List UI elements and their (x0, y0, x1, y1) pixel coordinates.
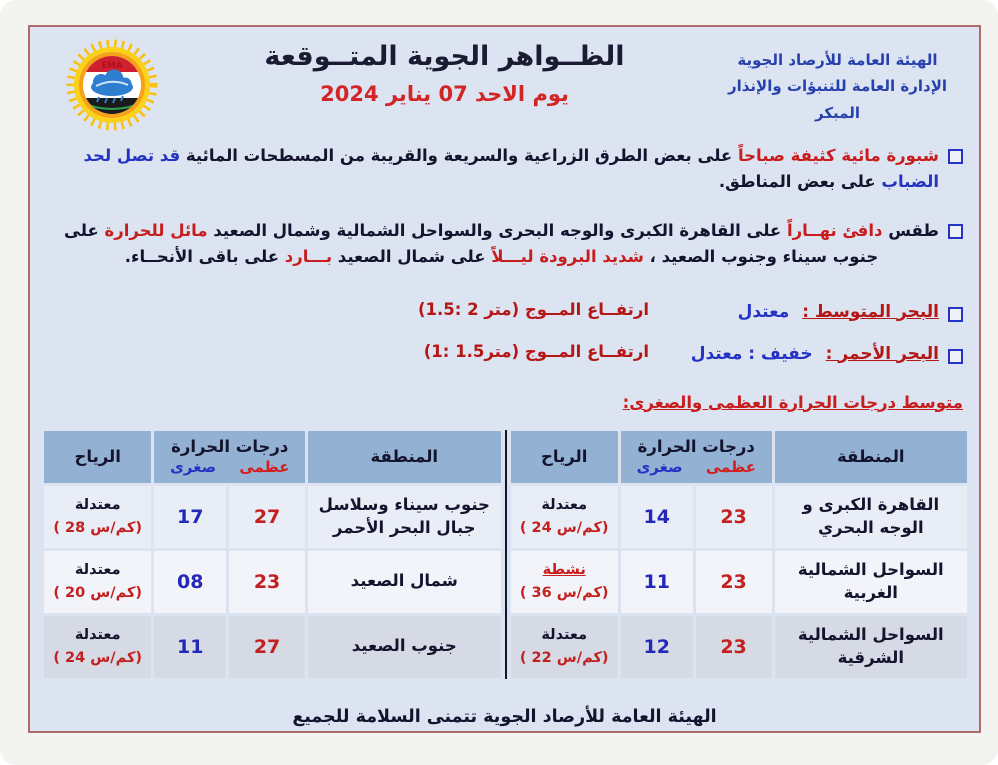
max-temp-cell: 27 (229, 486, 305, 548)
fog-warning-note: قد تصل لحد الضباب (83, 146, 939, 192)
bulletin-header (30, 27, 979, 133)
col-header-max: عظمى (239, 458, 290, 477)
wind-cell (511, 551, 618, 613)
region-cell: السواحل الشمالية الغربية (775, 551, 967, 613)
wind-speed: ( 20 كم/س) (53, 584, 143, 601)
region-cell: جنوب سيناء وسلاسل جبال البحر الأحمر (308, 486, 500, 548)
temperatures-section-title: متوسط درجات الحرارة العظمى والصغرى: (622, 392, 963, 412)
square-bullet-icon (948, 149, 963, 164)
wind-cell (44, 551, 151, 613)
square-bullet-icon (948, 224, 963, 239)
wind-cell (511, 616, 618, 678)
max-temp-cell: 23 (696, 551, 772, 613)
weather-seg: طقس (882, 220, 939, 240)
weather-seg-chilly: بـــارد (284, 247, 333, 267)
weather-summary-bullet (30, 218, 979, 271)
temperature-table-left (41, 428, 504, 681)
col-header-temps (154, 431, 305, 483)
wind-state: معتدلة (74, 627, 121, 644)
region-cell: جنوب الصعيد (308, 616, 500, 678)
fog-warning-text (46, 143, 939, 196)
mediterranean-sea-label: البحر المتوسط : (802, 301, 939, 322)
temps-title: درجات الحرارة (637, 437, 755, 457)
red-sea-row (30, 341, 979, 367)
wind-state: معتدلة (541, 627, 588, 644)
wind-cell (511, 486, 618, 548)
title-block (179, 41, 710, 106)
region-cell: القاهرة الكبرى و الوجه البحري (775, 486, 967, 548)
weather-summary-text (46, 218, 939, 271)
weather-seg-warm: دافئ نهــاراً (786, 220, 883, 240)
bulletin-frame (28, 25, 981, 733)
fog-warning-tail: على بعض المناطق. (718, 172, 882, 192)
wind-state: نشطة (542, 562, 586, 579)
min-temp-cell: 12 (621, 616, 693, 678)
table-row (44, 551, 501, 613)
mediterranean-wave-height (418, 300, 649, 319)
col-header-region: المنطقة (308, 431, 500, 483)
wave-range: (1: 1.5متر) (423, 341, 520, 361)
col-header-min: صغرى (636, 458, 683, 477)
col-header-temps (621, 431, 772, 483)
min-temp-cell: 17 (154, 486, 226, 548)
table-row (44, 616, 501, 678)
min-temp-cell: 08 (154, 551, 226, 613)
wind-speed: ( 24 كم/س) (519, 519, 609, 536)
wind-state: معتدلة (541, 497, 588, 514)
fog-warning-highlight: شبورة مائية كثيفة صباحاً (737, 146, 939, 165)
weather-seg-mild: مائل للحرارة (104, 220, 208, 240)
weather-seg: على جنوب سيناء وجنوب الصعيد ، (64, 220, 879, 267)
weather-seg: على شمال الصعيد (332, 247, 492, 267)
weather-seg: على القاهرة الكبرى والوجه البحرى والسواحل الشمالية وشمال الصعيد (207, 220, 787, 240)
mediterranean-sea-row (30, 299, 979, 325)
weather-seg-cold: شديد البرودة ليـــلاً (491, 247, 644, 267)
region-cell: السواحل الشمالية الشرقية (775, 616, 967, 678)
wind-speed: ( 36 كم/س) (519, 584, 609, 601)
min-temp-cell: 11 (621, 551, 693, 613)
wave-label: ارتفــاع المــوج (519, 299, 649, 319)
red-sea-wave-height (424, 342, 649, 361)
wind-speed: ( 28 كم/س) (53, 519, 143, 536)
mediterranean-sea-state: معتدل (737, 301, 790, 322)
region-cell: شمال الصعيد (308, 551, 500, 613)
organization-block (710, 47, 965, 126)
max-temp-cell: 27 (229, 616, 305, 678)
page-title: الظــواهر الجوية المتــوقعة (264, 41, 625, 72)
red-sea-state: خفيف : معتدل (690, 343, 813, 364)
fog-warning-body: على بعض الطرق الزراعية والسريعة والقريبة من المسطحات المائية (180, 146, 738, 165)
wind-cell (44, 616, 151, 678)
closing-message: الهيئة العامة للأرصاد الجوية تتمنى السلامة للجميع (292, 706, 717, 727)
table-row (511, 551, 968, 613)
wind-speed: ( 22 كم/س) (519, 649, 609, 666)
fog-warning-bullet (30, 143, 979, 196)
organization-line1: الهيئة العامة للأرصاد الجوية (737, 51, 938, 69)
col-header-wind: الرياح (44, 431, 151, 483)
max-temp-cell: 23 (696, 616, 772, 678)
sun-cloud-logo-icon (60, 37, 164, 133)
wind-state: معتدلة (74, 562, 121, 579)
table-divider (505, 430, 507, 679)
wind-cell (44, 486, 151, 548)
square-bullet-icon (948, 307, 963, 322)
table-row (511, 486, 968, 548)
ema-logo (44, 37, 179, 133)
col-header-max: عظمى (705, 458, 756, 477)
red-sea-label: البحر الأحمر : (825, 343, 939, 364)
wave-range: (1.5: 2 متر) (418, 299, 520, 319)
temperature-tables (41, 428, 970, 681)
temperature-table-right (508, 428, 971, 681)
table-row (44, 486, 501, 548)
weather-seg: على باقى الأنحــاء. (124, 247, 285, 267)
wind-speed: ( 24 كم/س) (53, 649, 143, 666)
col-header-wind: الرياح (511, 431, 618, 483)
logo-text: EMA (101, 61, 122, 71)
max-temp-cell: 23 (229, 551, 305, 613)
temps-title: درجات الحرارة (171, 437, 289, 457)
wind-state: معتدلة (74, 497, 121, 514)
min-temp-cell: 14 (621, 486, 693, 548)
organization-line2: الإدارة العامة للتنبؤات والإنذار المبكر (727, 77, 948, 122)
col-header-region: المنطقة (775, 431, 967, 483)
table-row (511, 616, 968, 678)
bulletin-date: يوم الاحد 07 يناير 2024 (320, 82, 569, 106)
square-bullet-icon (948, 349, 963, 364)
min-temp-cell: 11 (154, 616, 226, 678)
max-temp-cell: 23 (696, 486, 772, 548)
col-header-min: صغرى (170, 458, 217, 477)
wave-label: ارتفــاع المــوج (519, 341, 649, 361)
